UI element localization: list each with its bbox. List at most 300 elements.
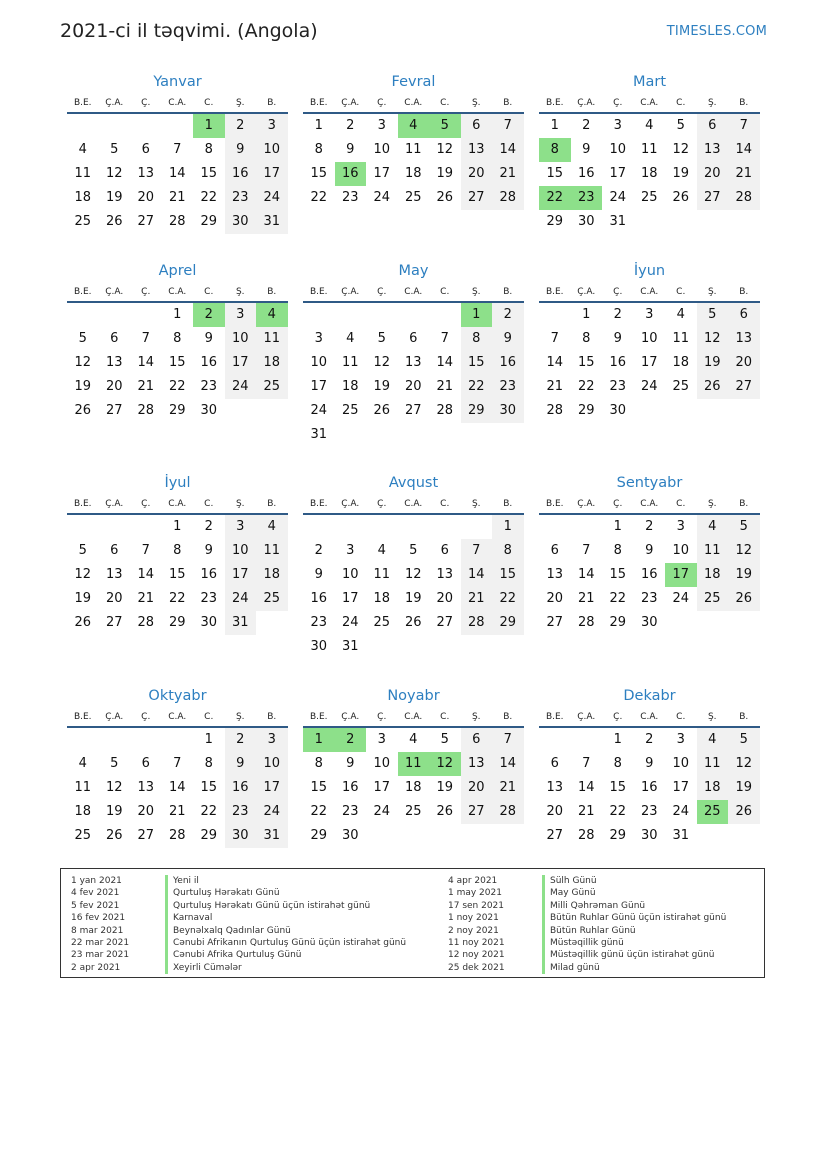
- holiday-marker: [542, 912, 545, 924]
- holiday-marker: [165, 900, 168, 912]
- day-cell: 25: [256, 587, 288, 611]
- weekday-label: Ç.A.: [341, 499, 360, 509]
- day-cell: 12: [728, 752, 760, 776]
- holiday-day-cell: 1: [461, 303, 493, 327]
- weekday-header: [303, 283, 524, 303]
- holiday-day-cell: 2: [193, 303, 225, 327]
- weekday-label: Ş.: [235, 712, 245, 722]
- weekday-label: Ç.: [141, 712, 151, 722]
- day-cell: 23: [492, 375, 524, 399]
- day-cell: 14: [546, 355, 564, 370]
- day-cell: 2: [613, 307, 622, 322]
- weekday-label: C.: [204, 287, 214, 297]
- holiday-marker: [542, 937, 545, 949]
- holiday-date: 4 apr 2021: [448, 876, 498, 886]
- day-cell: 4: [697, 728, 729, 752]
- day-cell: 1: [613, 519, 622, 534]
- day-cell: 28: [461, 611, 493, 635]
- day-cell: 16: [225, 162, 257, 186]
- holiday-date: 11 noy 2021: [448, 937, 505, 948]
- weekday-label: Ç.: [613, 712, 623, 722]
- day-cell: 20: [546, 804, 564, 819]
- holiday-name: Qurtuluş Hərəkatı Günü: [173, 888, 280, 899]
- day-cell: 12: [436, 142, 454, 157]
- month-name: May: [398, 263, 429, 279]
- day-cell: 14: [168, 166, 186, 181]
- holiday-row: [448, 949, 726, 961]
- day-cell: 5: [728, 515, 760, 539]
- day-cell: 4: [697, 515, 729, 539]
- day-cell: 8: [492, 539, 524, 563]
- day-cell: 19: [105, 190, 123, 205]
- day-cell: 21: [461, 587, 493, 611]
- month-block: [303, 471, 524, 659]
- day-cell: 19: [74, 591, 92, 606]
- weekday-label: Ş.: [471, 712, 481, 722]
- holiday-name: Cənubi Afrika Qurtuluş Günü: [173, 950, 302, 961]
- empty-cell: [162, 728, 194, 752]
- day-cell: 11: [74, 780, 92, 795]
- holiday-name: Bütün Ruhlar Günü: [550, 925, 636, 936]
- day-cell: 14: [168, 780, 186, 795]
- holiday-row: [448, 912, 726, 924]
- day-cell: 30: [225, 210, 257, 234]
- day-cell: 23: [341, 190, 359, 205]
- holiday-name: Beynəlxalq Qadınlar Günü: [173, 925, 291, 936]
- day-cell: 11: [404, 142, 422, 157]
- weekday-label: B.E.: [545, 287, 564, 297]
- day-cell: 9: [582, 142, 591, 157]
- day-cell: 7: [550, 331, 559, 346]
- day-cell: 30: [640, 615, 658, 630]
- day-cell: 7: [582, 543, 591, 558]
- day-cell: 6: [110, 331, 119, 346]
- weekday-header: [67, 495, 288, 515]
- weekday-label: C.A.: [404, 712, 423, 722]
- weekday-header: [67, 708, 288, 728]
- empty-cell: [398, 303, 430, 327]
- day-cell: 15: [200, 166, 218, 181]
- day-cell: 25: [74, 828, 92, 843]
- weekday-header: [303, 94, 524, 114]
- day-cell: 5: [728, 728, 760, 752]
- holiday-list-left: [71, 875, 406, 974]
- day-cell: 28: [492, 800, 524, 824]
- day-cell: 23: [310, 615, 328, 630]
- weekday-label: Ç.: [377, 712, 387, 722]
- weekday-label: B.: [503, 287, 513, 297]
- weekday-label: C.: [440, 499, 450, 509]
- month-name: Noyabr: [387, 688, 440, 704]
- weekday-label: Ç.A.: [341, 287, 360, 297]
- day-cell: 24: [310, 403, 328, 418]
- day-cell: 8: [173, 543, 182, 558]
- day-cell: 26: [697, 375, 729, 399]
- holiday-date: 22 mar 2021: [71, 937, 130, 948]
- holiday-day-cell: 1: [303, 728, 335, 752]
- day-cell: 5: [110, 756, 119, 771]
- day-cell: 9: [346, 142, 355, 157]
- holiday-row: [71, 900, 406, 912]
- day-cell: 15: [609, 780, 627, 795]
- day-cell: 18: [404, 166, 422, 181]
- day-cell: 16: [640, 780, 658, 795]
- holiday-row: [448, 875, 726, 887]
- weekday-label: Ç.A.: [341, 98, 360, 108]
- weekday-label: C.: [440, 98, 450, 108]
- day-cell: 15: [461, 351, 493, 375]
- day-cell: 11: [672, 331, 690, 346]
- day-cell: 13: [105, 355, 123, 370]
- day-cell: 24: [672, 591, 690, 606]
- day-cell: 9: [613, 331, 622, 346]
- day-cell: 17: [225, 563, 257, 587]
- day-cell: 12: [74, 355, 92, 370]
- day-cell: 17: [256, 162, 288, 186]
- empty-cell: [303, 303, 335, 327]
- day-cell: 19: [697, 351, 729, 375]
- day-cell: 3: [225, 303, 257, 327]
- day-cell: 20: [105, 379, 123, 394]
- weekday-label: C.A.: [640, 499, 659, 509]
- weekday-label: Ş.: [707, 499, 717, 509]
- weekday-label: B.E.: [545, 499, 564, 509]
- day-cell: 24: [256, 800, 288, 824]
- day-cell: 7: [173, 142, 182, 157]
- weekday-label: B.E.: [73, 499, 92, 509]
- month-name: Aprel: [158, 263, 197, 279]
- day-cell: 27: [461, 800, 493, 824]
- day-cell: 2: [645, 732, 654, 747]
- day-cell: 25: [697, 587, 729, 611]
- day-cell: 16: [577, 166, 595, 181]
- day-cell: 28: [137, 403, 155, 418]
- day-cell: 21: [168, 804, 186, 819]
- month-block: [303, 259, 524, 447]
- day-cell: 17: [256, 776, 288, 800]
- day-cell: 29: [200, 214, 218, 229]
- empty-cell: [429, 515, 461, 539]
- day-cell: 31: [256, 824, 288, 848]
- day-cell: 27: [546, 828, 564, 843]
- holiday-date: 12 noy 2021: [448, 950, 505, 961]
- day-cell: 14: [492, 752, 524, 776]
- empty-cell: [398, 515, 430, 539]
- day-cell: 24: [640, 379, 658, 394]
- day-cell: 13: [728, 327, 760, 351]
- day-cell: 17: [640, 355, 658, 370]
- weekday-label: B.: [267, 98, 277, 108]
- day-cell: 14: [492, 138, 524, 162]
- weekday-label: C.: [204, 499, 214, 509]
- day-cell: 18: [672, 355, 690, 370]
- empty-cell: [130, 728, 162, 752]
- day-cell: 4: [256, 515, 288, 539]
- day-cell: 9: [314, 567, 323, 582]
- day-cell: 7: [440, 331, 449, 346]
- day-cell: 7: [173, 756, 182, 771]
- day-grid: [303, 728, 524, 848]
- month-block: [303, 684, 524, 848]
- day-cell: 4: [78, 142, 87, 157]
- empty-cell: [99, 515, 131, 539]
- month-name: Oktyabr: [148, 688, 207, 704]
- day-cell: 3: [314, 331, 323, 346]
- day-cell: 17: [609, 166, 627, 181]
- weekday-label: C.A.: [168, 499, 187, 509]
- day-cell: 16: [341, 780, 359, 795]
- day-cell: 7: [492, 728, 524, 752]
- day-cell: 6: [409, 331, 418, 346]
- day-cell: 20: [697, 162, 729, 186]
- day-cell: 23: [225, 186, 257, 210]
- day-cell: 2: [492, 303, 524, 327]
- day-cell: 9: [346, 756, 355, 771]
- day-cell: 27: [105, 403, 123, 418]
- day-cell: 8: [613, 543, 622, 558]
- day-cell: 18: [640, 166, 658, 181]
- weekday-label: C.A.: [640, 287, 659, 297]
- day-cell: 30: [200, 403, 218, 418]
- day-cell: 26: [728, 800, 760, 824]
- empty-cell: [429, 303, 461, 327]
- day-cell: 25: [373, 615, 391, 630]
- holiday-date: 1 yan 2021: [71, 876, 122, 886]
- day-cell: 1: [582, 307, 591, 322]
- day-cell: 1: [492, 515, 524, 539]
- day-cell: 16: [200, 355, 218, 370]
- weekday-label: Ç.A.: [105, 287, 124, 297]
- weekday-header: [539, 94, 760, 114]
- day-cell: 6: [141, 142, 150, 157]
- day-cell: 18: [256, 351, 288, 375]
- weekday-label: Ş.: [707, 712, 717, 722]
- month-name: Fevral: [391, 74, 436, 90]
- holiday-row: [448, 925, 726, 937]
- day-cell: 26: [672, 190, 690, 205]
- holiday-row: [71, 887, 406, 899]
- day-cell: 23: [200, 591, 218, 606]
- weekday-label: Ç.A.: [577, 98, 596, 108]
- day-cell: 28: [546, 403, 564, 418]
- day-cell: 10: [256, 752, 288, 776]
- day-cell: 26: [404, 615, 422, 630]
- day-cell: 21: [492, 776, 524, 800]
- day-cell: 17: [310, 379, 328, 394]
- day-cell: 16: [200, 567, 218, 582]
- day-cell: 15: [492, 563, 524, 587]
- day-cell: 30: [577, 214, 595, 229]
- day-grid: [539, 303, 760, 423]
- month-name: Dekabr: [623, 688, 676, 704]
- day-cell: 8: [461, 327, 493, 351]
- day-cell: 4: [346, 331, 355, 346]
- day-cell: 26: [105, 828, 123, 843]
- weekday-label: B.: [503, 98, 513, 108]
- day-cell: 6: [110, 543, 119, 558]
- weekday-label: C.: [440, 287, 450, 297]
- day-cell: 2: [225, 114, 257, 138]
- day-cell: 23: [341, 804, 359, 819]
- weekday-label: Ç.: [613, 499, 623, 509]
- day-cell: 2: [645, 519, 654, 534]
- day-cell: 12: [728, 539, 760, 563]
- day-cell: 29: [168, 403, 186, 418]
- holiday-name: Milad günü: [550, 962, 600, 973]
- day-cell: 19: [404, 591, 422, 606]
- day-cell: 17: [373, 166, 391, 181]
- weekday-label: B.: [267, 287, 277, 297]
- holiday-day-cell: 8: [539, 138, 571, 162]
- day-cell: 29: [609, 615, 627, 630]
- day-cell: 24: [256, 186, 288, 210]
- day-cell: 24: [341, 615, 359, 630]
- day-cell: 24: [672, 804, 690, 819]
- day-cell: 9: [492, 327, 524, 351]
- holiday-name: Müstəqillik günü: [550, 937, 624, 948]
- month-block: [303, 70, 524, 210]
- holiday-marker: [542, 887, 545, 899]
- empty-cell: [335, 515, 367, 539]
- day-cell: 20: [728, 351, 760, 375]
- empty-cell: [162, 114, 194, 138]
- day-cell: 16: [225, 776, 257, 800]
- empty-cell: [67, 728, 99, 752]
- day-cell: 30: [310, 639, 328, 654]
- day-cell: 29: [577, 403, 595, 418]
- day-cell: 19: [436, 166, 454, 181]
- day-grid: [539, 515, 760, 635]
- day-cell: 9: [645, 756, 654, 771]
- day-cell: 22: [168, 379, 186, 394]
- day-cell: 4: [377, 543, 386, 558]
- day-cell: 25: [341, 403, 359, 418]
- day-cell: 10: [256, 138, 288, 162]
- day-cell: 23: [225, 800, 257, 824]
- weekday-header: [303, 495, 524, 515]
- weekday-label: C.A.: [404, 98, 423, 108]
- empty-cell: [539, 303, 571, 327]
- day-cell: 12: [672, 142, 690, 157]
- day-cell: 5: [676, 118, 685, 133]
- day-cell: 7: [728, 114, 760, 138]
- weekday-header: [539, 708, 760, 728]
- empty-cell: [571, 728, 603, 752]
- month-block: [539, 684, 760, 848]
- day-cell: 27: [436, 615, 454, 630]
- month-block: [67, 70, 288, 234]
- holiday-date: 8 mar 2021: [71, 925, 124, 936]
- day-cell: 31: [672, 828, 690, 843]
- day-cell: 8: [582, 331, 591, 346]
- day-cell: 5: [377, 331, 386, 346]
- holiday-marker: [165, 887, 168, 899]
- day-cell: 13: [137, 166, 155, 181]
- day-cell: 11: [373, 567, 391, 582]
- month-name: İyun: [633, 263, 666, 279]
- weekday-label: Ş.: [471, 287, 481, 297]
- day-cell: 29: [310, 828, 328, 843]
- holiday-day-cell: 25: [697, 800, 729, 824]
- holiday-marker: [165, 949, 168, 961]
- day-cell: 28: [436, 403, 454, 418]
- day-cell: 15: [168, 355, 186, 370]
- weekday-label: B.E.: [309, 712, 328, 722]
- holiday-marker: [165, 925, 168, 937]
- holiday-day-cell: 4: [256, 303, 288, 327]
- day-cell: 5: [78, 331, 87, 346]
- day-cell: 25: [256, 375, 288, 399]
- day-cell: 10: [640, 331, 658, 346]
- day-cell: 8: [613, 756, 622, 771]
- day-cell: 15: [577, 355, 595, 370]
- day-cell: 28: [492, 186, 524, 210]
- day-cell: 21: [436, 379, 454, 394]
- day-cell: 29: [200, 828, 218, 843]
- day-cell: 27: [546, 615, 564, 630]
- day-cell: 6: [697, 114, 729, 138]
- day-cell: 26: [436, 190, 454, 205]
- day-cell: 30: [341, 828, 359, 843]
- day-cell: 11: [256, 327, 288, 351]
- day-cell: 1: [314, 118, 323, 133]
- holiday-date: 23 mar 2021: [71, 950, 130, 961]
- day-cell: 24: [225, 587, 257, 611]
- weekday-label: B.E.: [309, 499, 328, 509]
- day-cell: 7: [582, 756, 591, 771]
- empty-cell: [130, 515, 162, 539]
- day-cell: 20: [546, 591, 564, 606]
- day-cell: 11: [74, 166, 92, 181]
- weekday-label: B.E.: [545, 712, 564, 722]
- day-cell: 22: [609, 591, 627, 606]
- day-cell: 26: [728, 587, 760, 611]
- day-cell: 20: [137, 804, 155, 819]
- day-cell: 12: [373, 355, 391, 370]
- weekday-label: B.: [739, 712, 749, 722]
- day-cell: 26: [373, 403, 391, 418]
- day-cell: 18: [341, 379, 359, 394]
- weekday-label: C.: [204, 712, 214, 722]
- holiday-row: [71, 949, 406, 961]
- day-cell: 13: [546, 567, 564, 582]
- day-cell: 15: [200, 780, 218, 795]
- day-cell: 15: [609, 567, 627, 582]
- day-cell: 31: [225, 611, 257, 635]
- holiday-date: 1 may 2021: [448, 888, 502, 899]
- holiday-date: 1 noy 2021: [448, 913, 499, 924]
- month-name: Sentyabr: [616, 475, 683, 491]
- day-cell: 26: [74, 615, 92, 630]
- day-grid: [67, 728, 288, 848]
- day-cell: 8: [204, 756, 213, 771]
- day-cell: 25: [404, 804, 422, 819]
- day-grid: [303, 303, 524, 447]
- day-cell: 12: [105, 166, 123, 181]
- day-cell: 4: [645, 118, 654, 133]
- day-cell: 13: [697, 138, 729, 162]
- holiday-date: 2 apr 2021: [71, 962, 121, 973]
- day-cell: 31: [256, 210, 288, 234]
- weekday-header: [67, 283, 288, 303]
- weekday-label: B.: [739, 98, 749, 108]
- day-cell: 27: [137, 828, 155, 843]
- holiday-name: Cənubi Afrikanın Qurtuluş Günü üçün istirahət günü: [173, 937, 407, 948]
- site-link[interactable]: TIMESLES.COM: [666, 24, 767, 39]
- empty-cell: [539, 728, 571, 752]
- day-cell: 29: [168, 615, 186, 630]
- day-cell: 12: [404, 567, 422, 582]
